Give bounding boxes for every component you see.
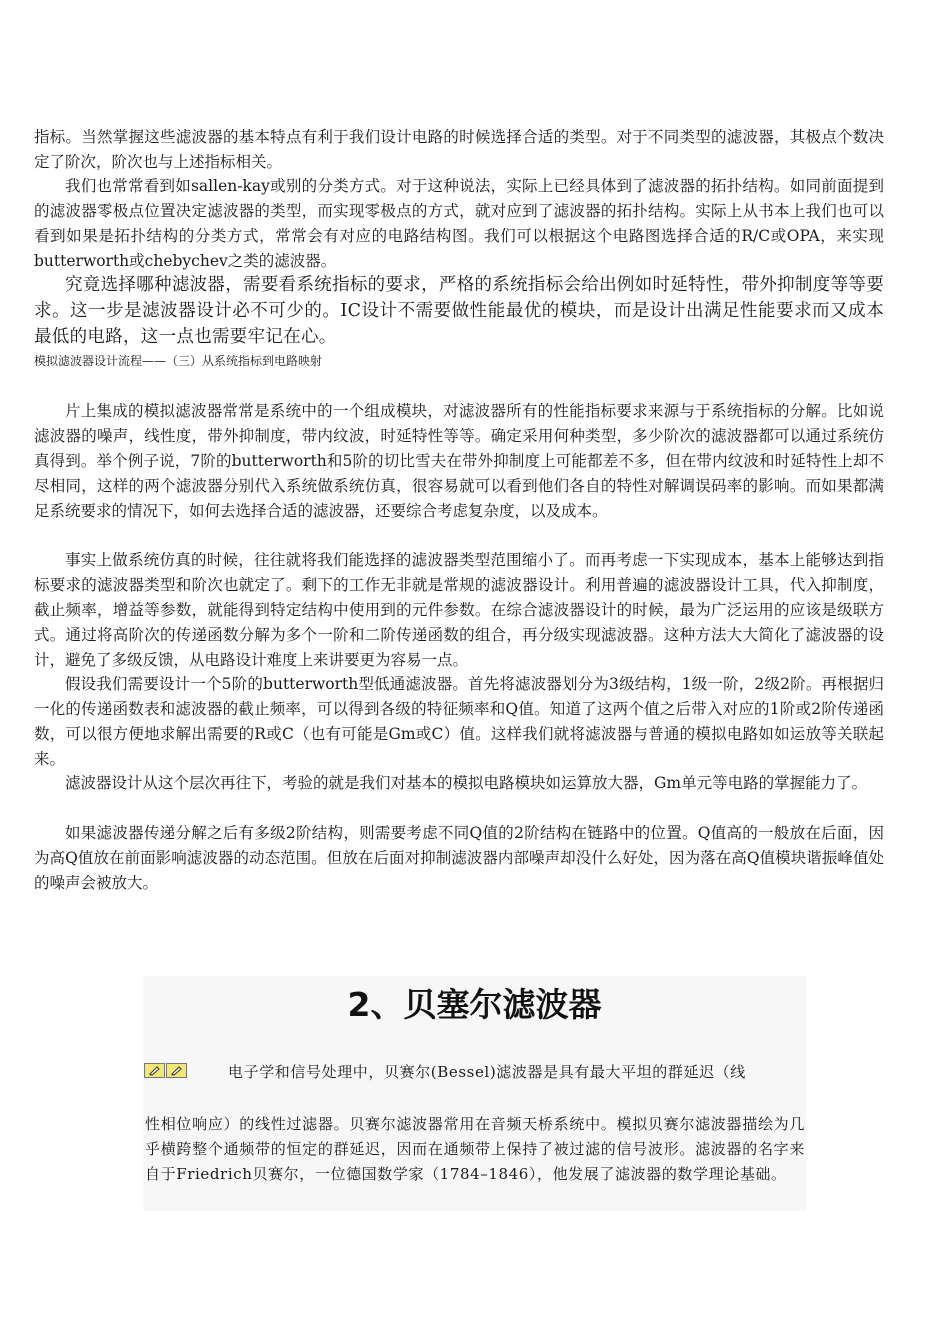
bessel-paragraph: 性相位响应）的线性过滤器。贝赛尔滤波器常用在音频天桥系统中。模拟贝赛尔滤波器描绘为几乎横跨整个通频带的恒定的群延迟，因而在通频带上保持了被过滤的信号波形。滤波器的名字来自于Friedrich贝赛尔，一位德国数学家（1784–1846），他发展了滤波器的数学理论基础。 bbox=[145, 1115, 805, 1183]
bessel-heading: 2、贝塞尔滤波器 bbox=[347, 985, 602, 1024]
paragraph-3: 究竟选择哪种滤波器，需要看系统指标的要求，严格的系统指标会给出例如时延特性，带外抑制度等等要求。这一步是滤波器设计必不可少的。IC设计不需要做性能最优的模块，而是设计出满足性能要求而又成本最低的电路，这一点也需要牢记在心。 bbox=[34, 275, 884, 347]
paragraph-1: 指标。当然掌握这些滤波器的基本特点有利于我们设计电路的时候选择合适的类型。对于不同类型的滤波器，其极点个数决定了阶次，阶次也与上述指标相关。 bbox=[34, 128, 884, 171]
paragraph-6: 假设我们需要设计一个5阶的butterworth型低通滤波器。首先将滤波器划分为3级结构，1级一阶，2级2阶。再根据归一化的传递函数表和滤波器的截止频率，可以得到各级的特征频率和Q值。知道了这两个值之后带入对应的1阶或2阶传递函数，可以很方便地求解出需要的R或C（也有可能是Gm或C）值。这样我们就将滤波器与普通的模拟电路如如运放等关联起来。 bbox=[34, 675, 884, 768]
edit-icon[interactable] bbox=[144, 1063, 165, 1078]
section-title: 模拟滤波器设计流程——（三）从系统指标到电路映射 bbox=[34, 354, 323, 368]
edit-icon[interactable] bbox=[166, 1063, 187, 1078]
paragraph-8: 如果滤波器传递分解之后有多级2阶结构，则需要考虑不同Q值的2阶结构在链路中的位置。Q值高的一般放在后面，因为高Q值放在前面影响滤波器的动态范围。但放在后面对抑制滤波器内部噪声却没什么好处，因为落在高Q值模块谐振峰值处的噪声会被放大。 bbox=[34, 824, 884, 892]
bessel-intro-line: 电子学和信号处理中，贝赛尔(Bessel)滤波器是具有最大平坦的群延迟（线 bbox=[228, 1063, 746, 1081]
paragraph-4: 片上集成的模拟滤波器常常是系统中的一个组成模块，对滤波器所有的性能指标要求来源与于系统指标的分解。比如说滤波器的噪声，线性度，带外抑制度，带内纹波，时延特性等等。确定采用何种类型，多少阶次的滤波器都可以通过系统仿真得到。举个例子说，7阶的butterworth和5阶的切比雪夫在带外抑制度上可能都差不多，但在带内纹波和时延特性上却不尽相同，这样的两个滤波器分别代入系统做系统仿真，很容易就可以看到他们各自的特性对解调误码率的影响。而如果都满足系统要求的情况下，如何去选择合适的滤波器，还要综合考虑复杂度，以及成本。 bbox=[34, 402, 884, 520]
paragraph-7: 滤波器设计从这个层次再往下，考验的就是我们对基本的模拟电路模块如运算放大器，Gm单元等电路的掌握能力了。 bbox=[65, 774, 868, 792]
paragraph-2: 我们也常常看到如sallen-kay或别的分类方式。对于这种说法，实际上已经具体到了滤波器的拓扑结构。如同前面提到的滤波器零极点位置决定滤波器的类型，而实现零极点的方式，就对应到了滤波器的拓扑结构。实际上从书本上我们也可以看到如果是拓扑结构的分类方式，常常会有对应的电路结构图。我们可以根据这个电路图选择合适的R/C或OPA，来实现butterworth或chebychev之类的滤波器。 bbox=[34, 177, 884, 270]
paragraph-5: 事实上做系统仿真的时候，往往就将我们能选择的滤波器类型范围缩小了。而再考虑一下实现成本，基本上能够达到指标要求的滤波器类型和阶次也就定了。剩下的工作无非就是常规的滤波器设计。利用普遍的滤波器设计工具，代入抑制度，截止频率，增益等参数，就能得到特定结构中使用到的元件参数。在综合滤波器设计的时候，最为广泛运用的应该是级联方式。通过将高阶次的传递函数分解为多个一阶和二阶传递函数的组合，再分级实现滤波器。这种方法大大简化了滤波器的设计，避免了多级反馈，从电路设计难度上来讲要更为容易一点。 bbox=[34, 551, 884, 669]
edit-icons[interactable] bbox=[144, 1063, 187, 1078]
bessel-section bbox=[143, 976, 806, 1211]
